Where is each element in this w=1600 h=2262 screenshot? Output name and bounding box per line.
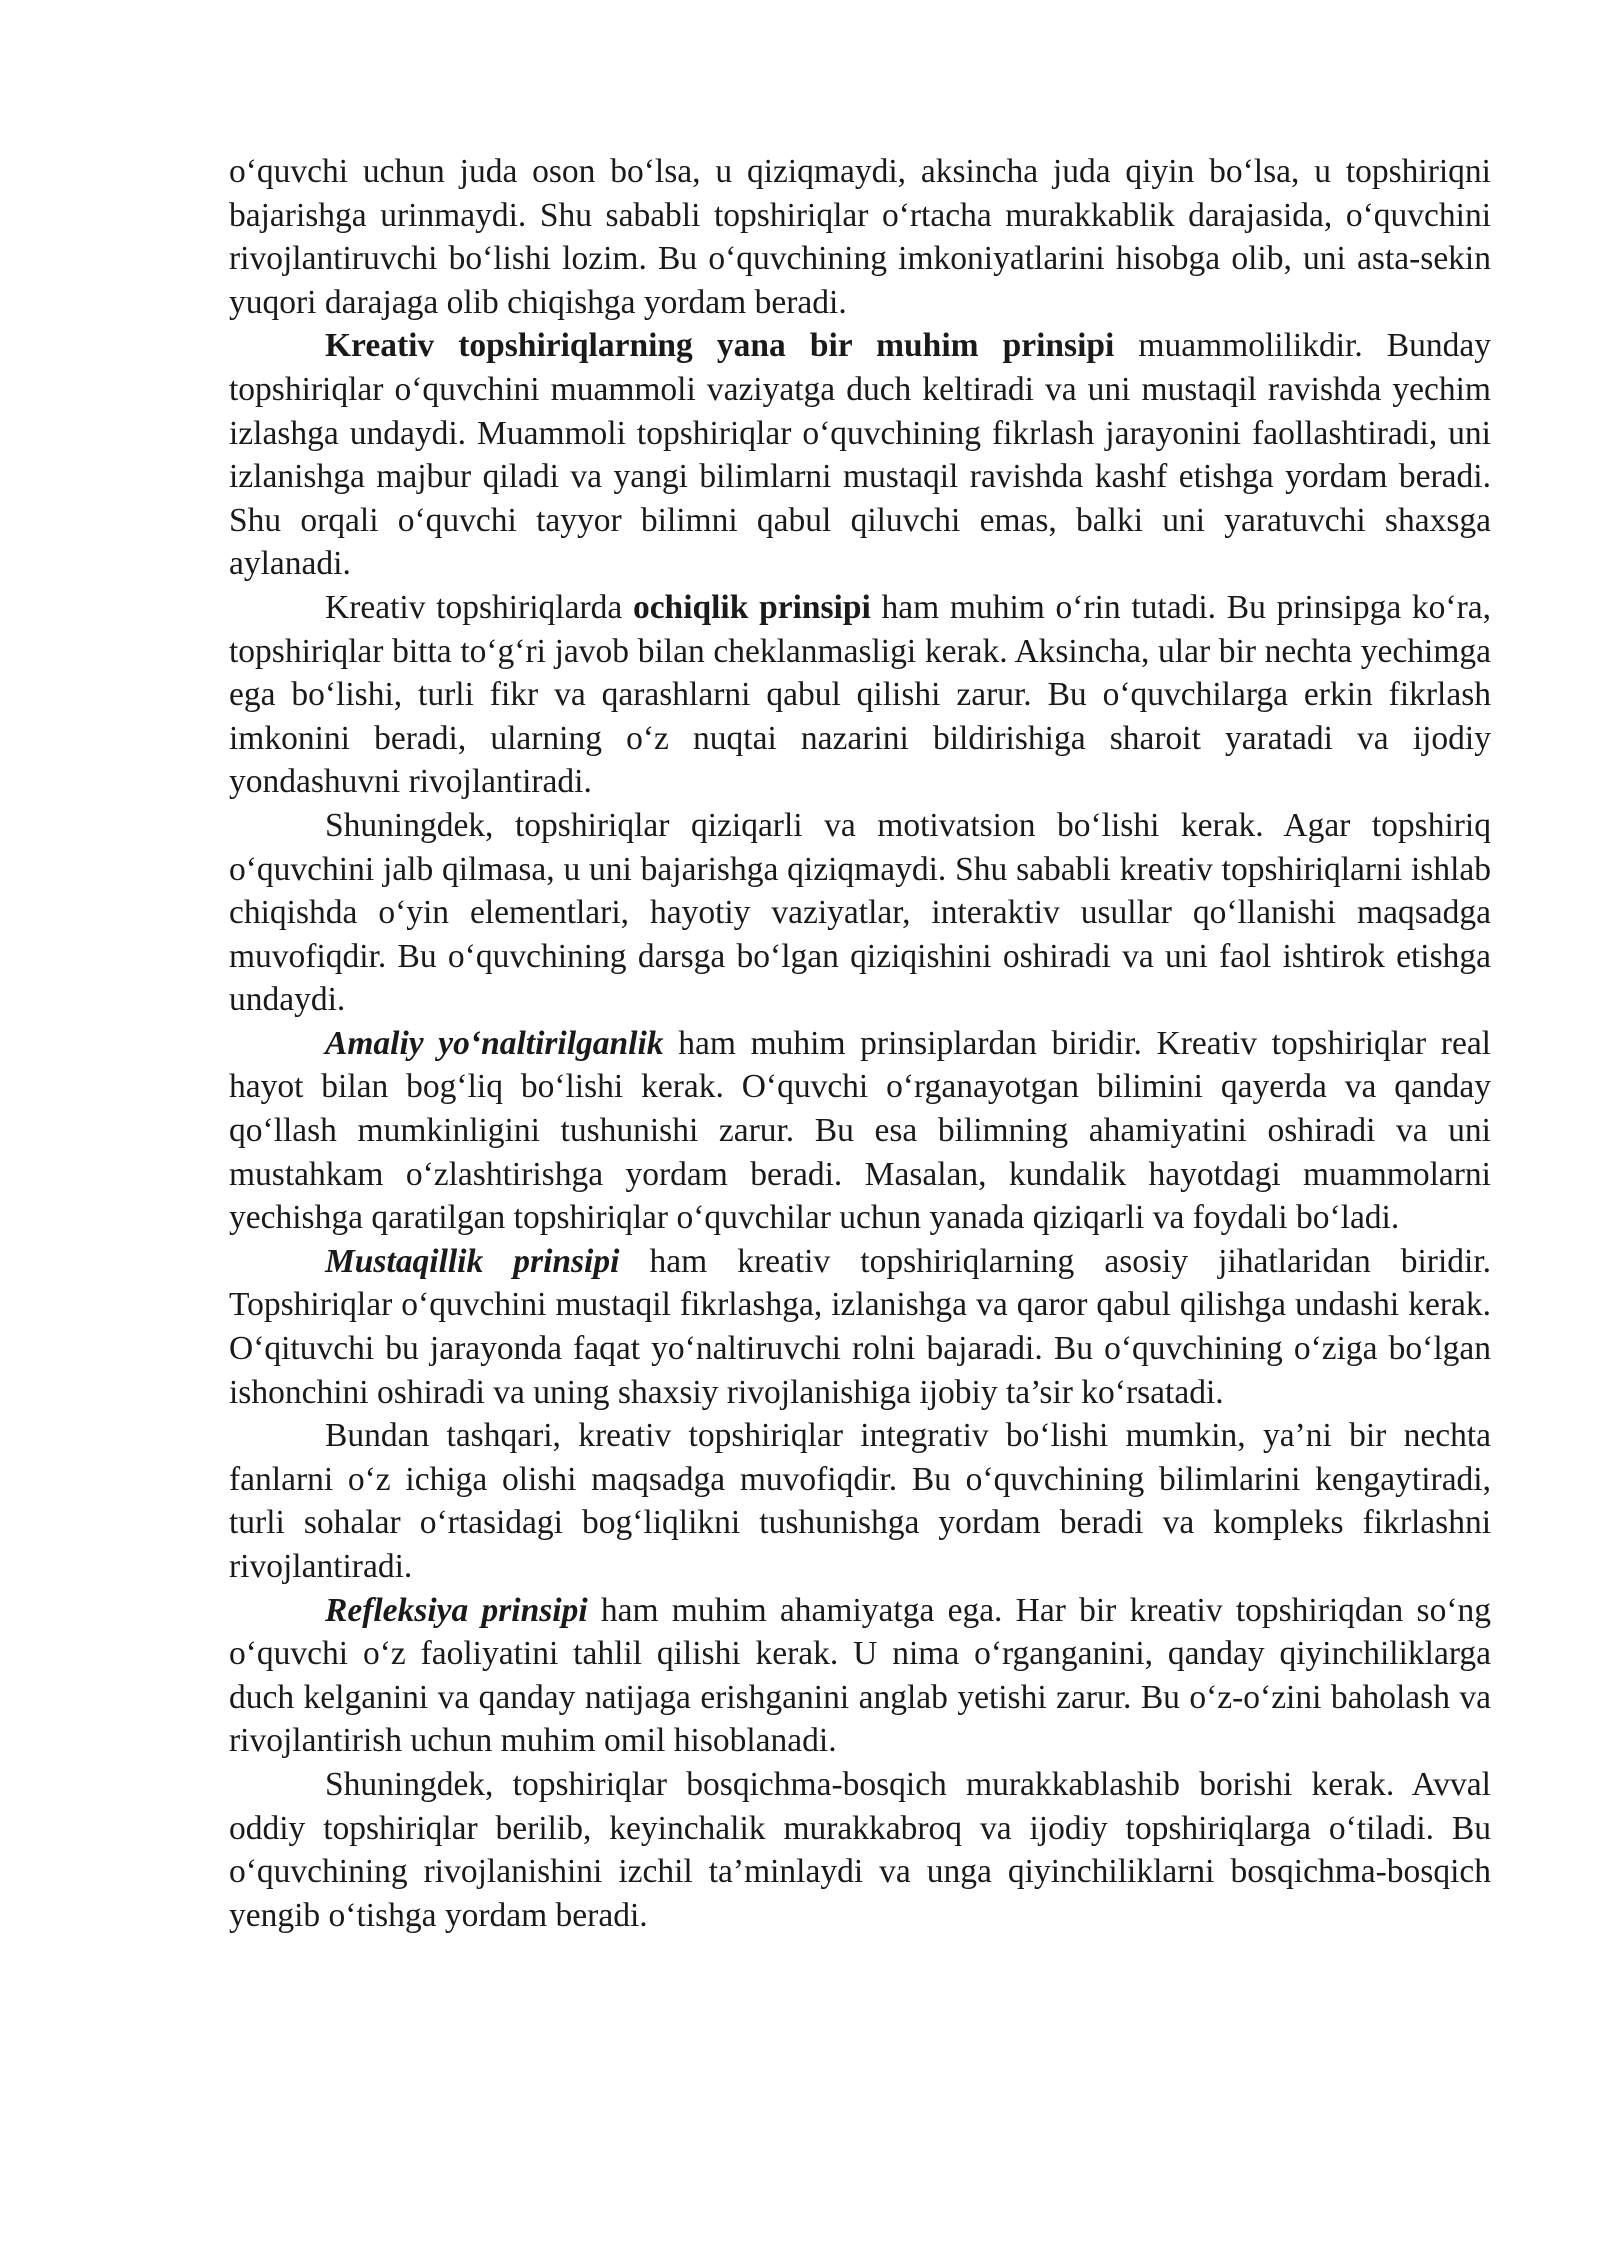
paragraph-5 xyxy=(229,1022,1491,1240)
paragraph-text: Shuningdek, topshiriqlar bosqichma-bosqich murakkablashib borishi kerak. Avval oddiy topshiriqlar berilib, keyinchalik murakkabroq va ijodiy topshiriqlarga o‘tiladi. Bu o‘quvchining rivojlanishini izchil ta’minlaydi va unga qiyinchiliklarni bosqichma-bosqich yengib o‘tishga yordam beradi. xyxy=(229,1765,1491,1934)
paragraph-1 xyxy=(229,150,1491,324)
bold-phrase: Kreativ topshiriqlarning yana bir muhim prinsipi xyxy=(325,327,1115,365)
paragraph-text: Bundan tashqari, kreativ topshiriqlar integrativ bo‘lishi mumkin, ya’ni bir nechta fanlarni o‘z ichiga olishi maqsadga muvofiqdir. Bu o‘quvchining bilimlarini kengaytiradi, turli sohalar o‘rtasidagi bog‘liqlikni tushunishga yordam beradi va kompleks fikrlashni rivojlantiradi. xyxy=(229,1417,1491,1585)
bold-italic-phrase: Refleksiya prinsipi xyxy=(325,1591,588,1629)
bold-italic-phrase: Amaliy yo‘naltirilganlik xyxy=(325,1024,664,1062)
paragraph-2 xyxy=(229,324,1491,586)
paragraph-text: Kreativ topshiriqlarda xyxy=(325,588,633,626)
paragraph-text: ham muhim ahamiyatga ega. Har bir kreativ topshiriqdan so‘ng o‘quvchi o‘z faoliyatini tahlil qilishi kerak. U nima o‘rganganini, qanday qiyinchiliklarga duch kelganini va qanday natijaga erishganini anglab yetishi zarur. Bu o‘z-o‘zini baholash va rivojlantirish uchun muhim omil hisoblanadi. xyxy=(229,1591,1491,1760)
paragraph-6 xyxy=(229,1240,1491,1414)
paragraph-4 xyxy=(229,804,1491,1022)
paragraph-text: ham kreativ topshiriqlarning asosiy jihatlaridan biridir. Topshiriqlar o‘quvchini mustaqil fikrlashga, izlanishga va qaror qabul qilishga undashi kerak. O‘qituvchi bu jarayonda faqat yo‘naltiruvchi rolni bajaradi. Bu o‘quvchining o‘ziga bo‘lgan ishonchini oshiradi va uning shaxsiy rivojlanishiga ijobiy ta’sir ko‘rsatadi. xyxy=(229,1242,1492,1411)
bold-italic-phrase: Mustaqillik prinsipi xyxy=(325,1242,620,1280)
paragraph-3 xyxy=(229,586,1491,804)
paragraph-text: muammolilikdir. Bunday topshiriqlar o‘quvchini muammoli vaziyatga duch keltiradi va uni mustaqil ravishda yechim izlashga undaydi. Muammoli topshiriqlar o‘quvchining fikrlash jarayonini faollashtiradi, uni izlanishga majbur qiladi va yangi bilimlarni mustaqil ravishda kashf etishga yordam beradi. Shu orqali o‘quvchi tayyor bilimni qabul qiluvchi emas, balki uni yaratuvchi shaxsga aylanadi. xyxy=(229,327,1491,583)
paragraph-text: o‘quvchi uchun juda oson bo‘lsa, u qiziqmaydi, aksincha juda qiyin bo‘lsa, u topshiriqni bajarishga urinmaydi. Shu sababli topshiriqlar o‘rtacha murakkablik darajasida, o‘quvchini rivojlantiruvchi bo‘lishi lozim. Bu o‘quvchining imkoniyatlarini hisobga olib, uni asta-sekin yuqori darajaga olib chiqishga yordam beradi. xyxy=(229,153,1491,321)
bold-phrase: ochiqlik prinsipi xyxy=(632,588,871,626)
document-page xyxy=(229,150,1491,1937)
paragraph-text: Shuningdek, topshiriqlar qiziqarli va motivatsion bo‘lishi kerak. Agar topshiriq o‘quvchini jalb qilmasa, u uni bajarishga qiziqmaydi. Shu sababli kreativ topshiriqlarni ishlab chiqishda o‘yin elementlari, hayotiy vaziyatlar, interaktiv usullar qo‘llanishi maqsadga muvofiqdir. Bu o‘quvchining darsga bo‘lgan qiziqishini oshiradi va uni faol ishtirok etishga undaydi. xyxy=(229,806,1491,1019)
paragraph-7 xyxy=(229,1414,1491,1588)
paragraph-8 xyxy=(229,1589,1491,1763)
paragraph-text: ham muhim prinsiplardan biridir. Kreativ topshiriqlar real hayot bilan bog‘liq bo‘lishi kerak. O‘quvchi o‘rganayotgan bilimini qayerda va qanday qo‘llash mumkinligini tushunishi zarur. Bu esa bilimning ahamiyatini oshiradi va uni mustahkam o‘zlashtirishga yordam beradi. Masalan, kundalik hayotdagi muammolarni yechishga qaratilgan topshiriqlar o‘quvchilar uchun yanada qiziqarli va foydali bo‘ladi. xyxy=(229,1024,1491,1237)
paragraph-text: ham muhim o‘rin tutadi. Bu prinsipga ko‘ra, topshiriqlar bitta to‘g‘ri javob bilan cheklanmasligi kerak. Aksincha, ular bir nechta yechimga ega bo‘lishi, turli fikr va qarashlarni qabul qilishi zarur. Bu o‘quvchilarga erkin fikrlash imkonini beradi, ularning o‘z nuqtai nazarini bildirishiga sharoit yaratadi va ijodiy yondashuvni rivojlantiradi. xyxy=(229,588,1491,801)
paragraph-9 xyxy=(229,1763,1491,1937)
